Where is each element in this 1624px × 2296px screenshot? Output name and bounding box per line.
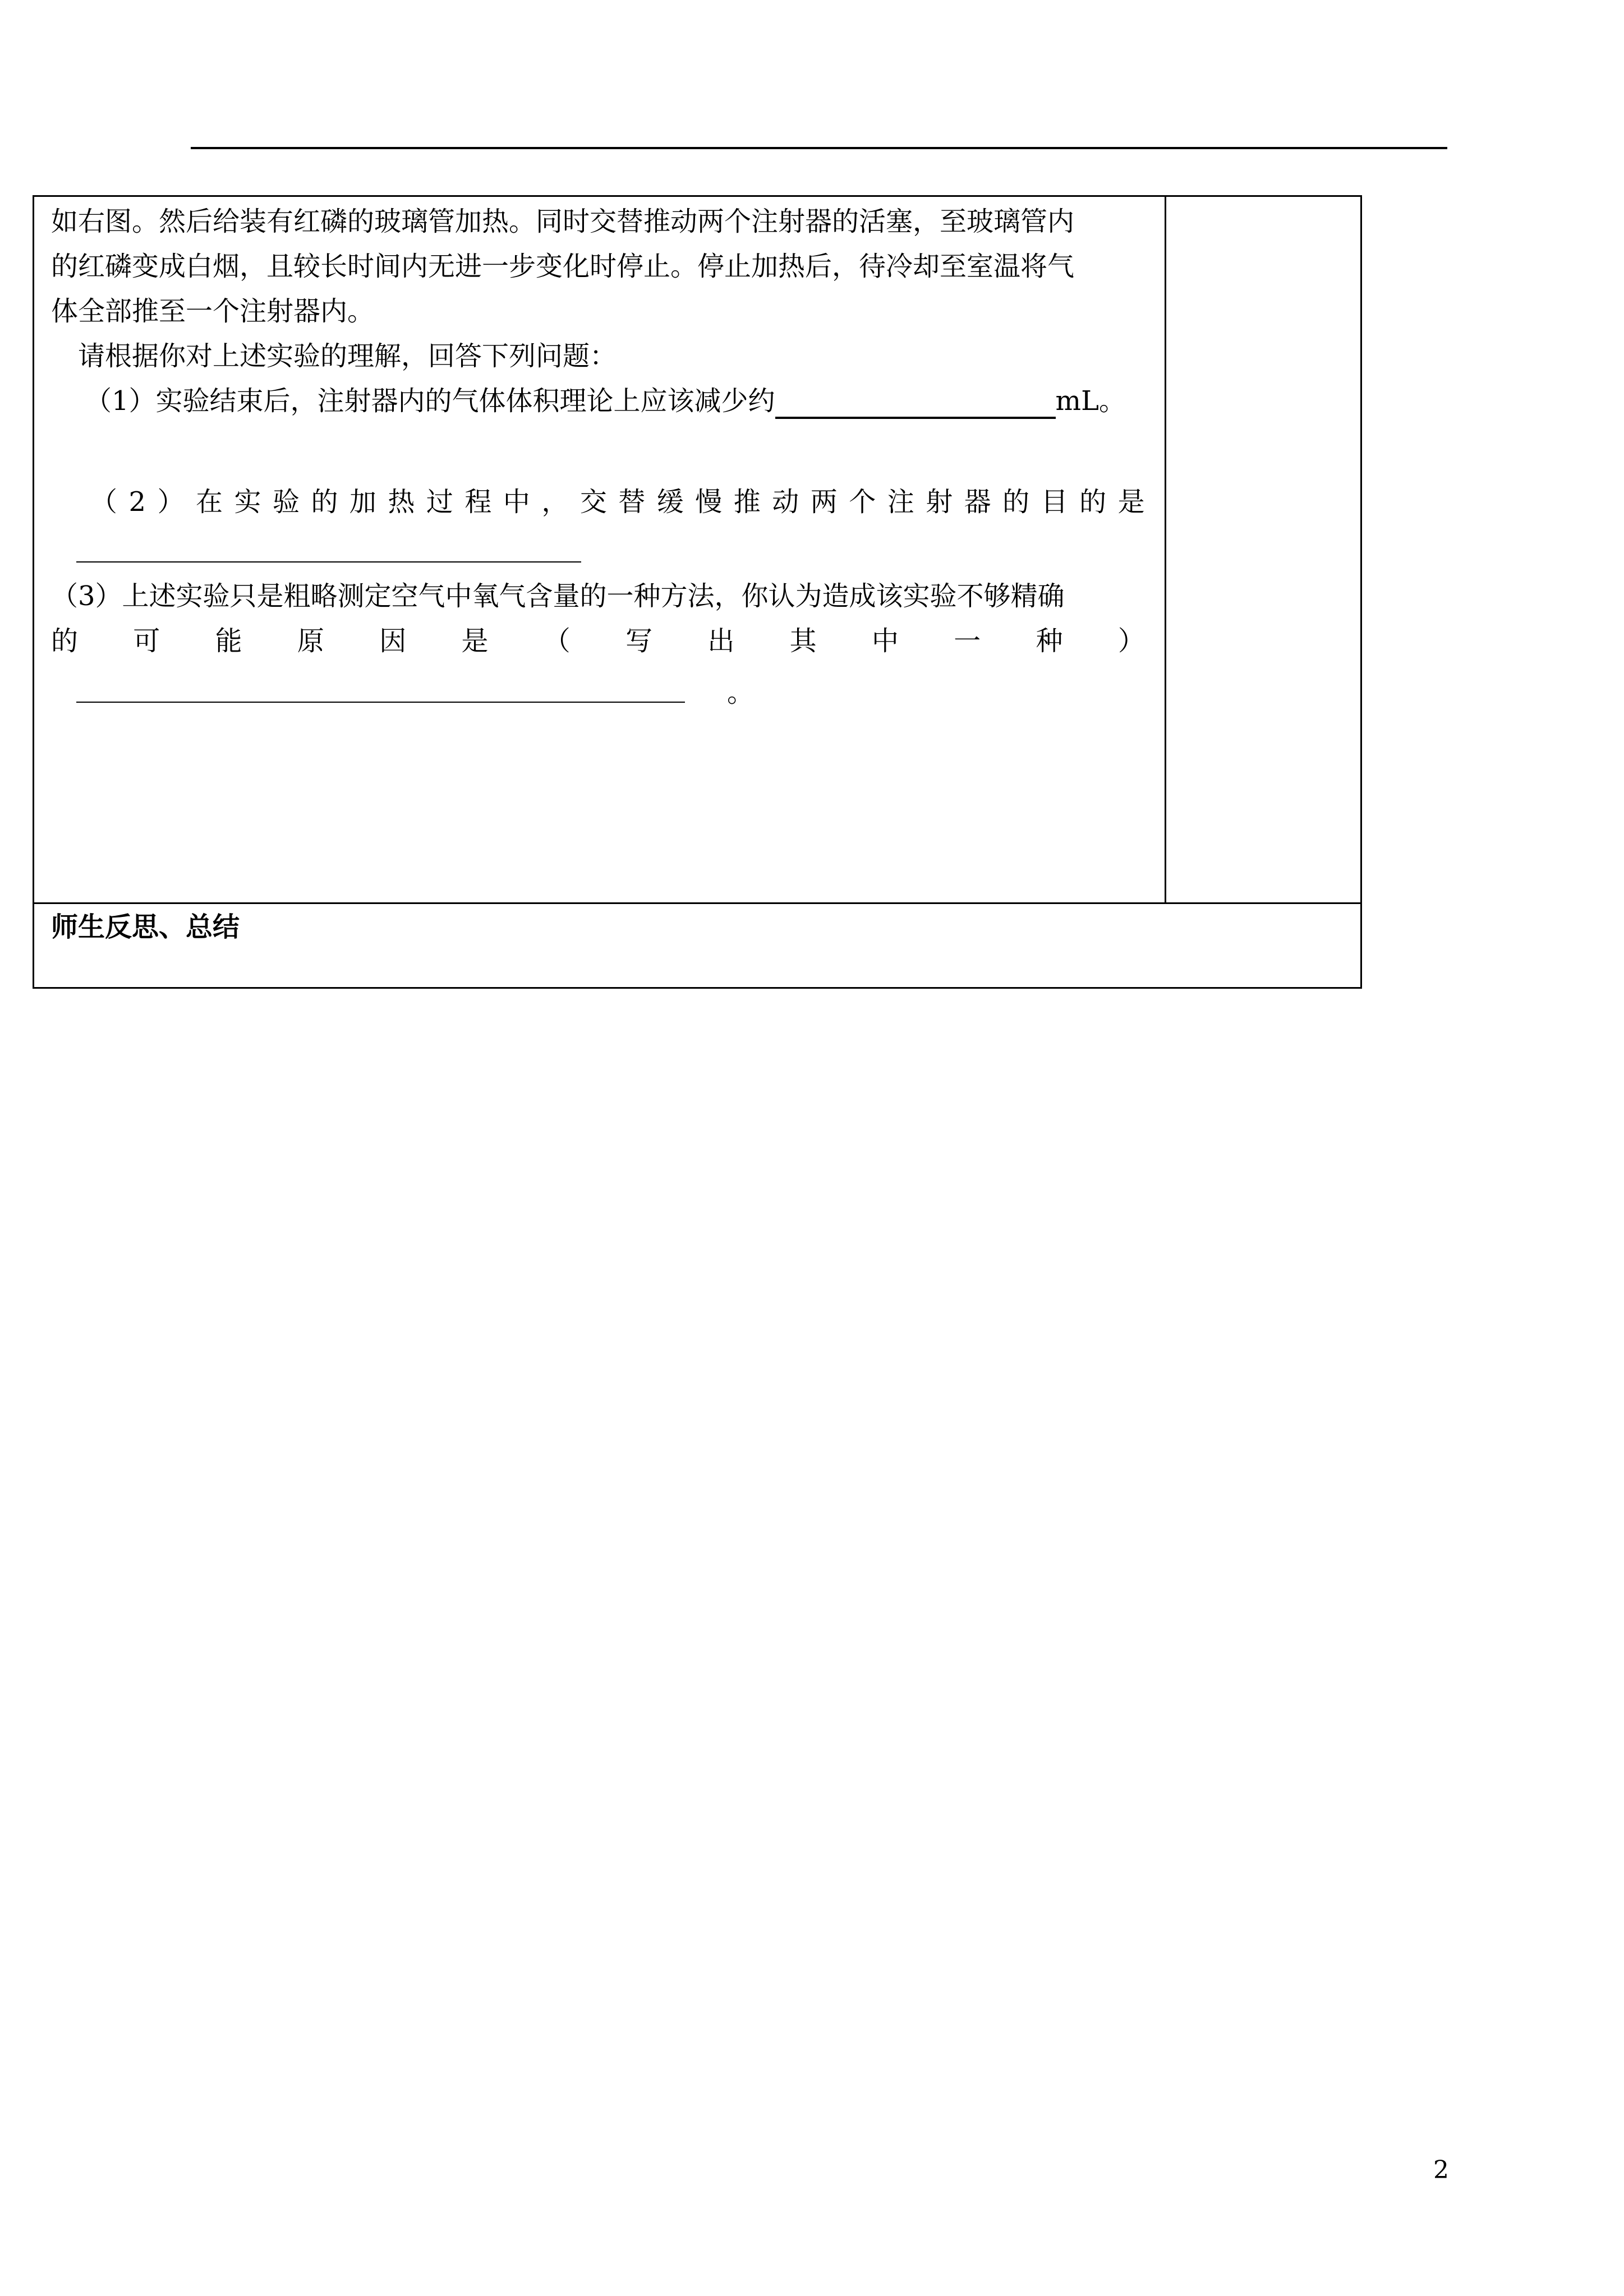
question-2-char: 动: [772, 486, 799, 518]
question-2-char: 2: [128, 486, 146, 518]
question-3-char: 一: [954, 625, 981, 657]
question-1-unit: mL。: [1055, 385, 1126, 417]
question-2-char: 慢: [695, 486, 723, 518]
question-2-char: 实: [234, 486, 261, 518]
question-2-char: ，: [541, 486, 569, 518]
question-1: [85, 383, 1126, 419]
question-3-char: 其: [789, 625, 817, 657]
question-3-char: （: [543, 625, 571, 657]
question-2-char: 替: [618, 486, 646, 518]
question-3-char: 可: [133, 625, 160, 657]
question-2: [90, 484, 1145, 520]
question-2-char: 推: [733, 486, 761, 518]
question-3-char: 原: [297, 625, 324, 657]
question-3-answer-blank[interactable]: [76, 702, 685, 703]
question-2-char: 两: [810, 486, 838, 518]
question-3-char: ）: [1117, 625, 1145, 657]
question-2-char: 缓: [656, 486, 684, 518]
question-2-char: 的: [1079, 486, 1107, 518]
table-row-divider: [34, 902, 1360, 904]
question-3-char: 是: [461, 625, 489, 657]
question-2-char: 过: [426, 486, 453, 518]
question-2-char: 是: [1117, 486, 1145, 518]
question-2-char: （: [90, 486, 118, 518]
text-line-3: 体全部推至一个注射器内。: [51, 296, 375, 327]
question-3-char: 的: [51, 625, 79, 657]
question-2-char: 目: [1041, 486, 1068, 518]
question-2-char: 在: [195, 486, 223, 518]
document-table: [33, 195, 1362, 989]
table-column-divider: [1165, 197, 1166, 902]
question-2-char: 器: [964, 486, 991, 518]
question-2-char: 加: [349, 486, 376, 518]
instruction-line: 请根据你对上述实验的理解，回答下列问题：: [78, 340, 617, 372]
text-line-2: 的红磷变成白烟，且较长时间内无进一步变化时停止。停止加热后，待冷却至室温将气: [51, 251, 1075, 282]
question-3-char: 种: [1036, 625, 1063, 657]
question-2-char: 的: [311, 486, 338, 518]
question-3-char: 能: [215, 625, 242, 657]
question-2-char: 验: [272, 486, 300, 518]
header-rule: [191, 147, 1447, 149]
question-1-text: （1）实验结束后，注射器内的气体体积理论上应该减少约: [85, 385, 775, 417]
question-2-char: 热: [388, 486, 415, 518]
question-3-line-2: [51, 623, 1145, 659]
question-3-char: 写: [625, 625, 653, 657]
question-2-char: ）: [157, 486, 185, 518]
question-3-line-1: （3）上述实验只是粗略测定空气中氧气含量的一种方法，你认为造成该实验不够精确: [51, 580, 1065, 612]
question-3-char: 因: [379, 625, 407, 657]
question-3-end-mark: 。: [727, 677, 755, 708]
question-2-char: 中: [503, 486, 530, 518]
page-number: 2: [1433, 2156, 1449, 2184]
question-2-answer-blank[interactable]: [76, 561, 581, 563]
question-2-char: 交: [579, 486, 607, 518]
question-2-char: 射: [926, 486, 953, 518]
text-line-1: 如右图。然后给装有红磷的玻璃管加热。同时交替推动两个注射器的活塞，至玻璃管内: [51, 206, 1075, 237]
question-3-char: 中: [871, 625, 899, 657]
question-2-char: 注: [887, 486, 914, 518]
question-2-char: 程: [464, 486, 492, 518]
question-3-char: 出: [707, 625, 735, 657]
summary-heading: 师生反思、总结: [51, 911, 240, 943]
question-2-char: 个: [849, 486, 876, 518]
question-1-answer-blank[interactable]: [775, 389, 1056, 419]
question-2-char: 的: [1002, 486, 1030, 518]
